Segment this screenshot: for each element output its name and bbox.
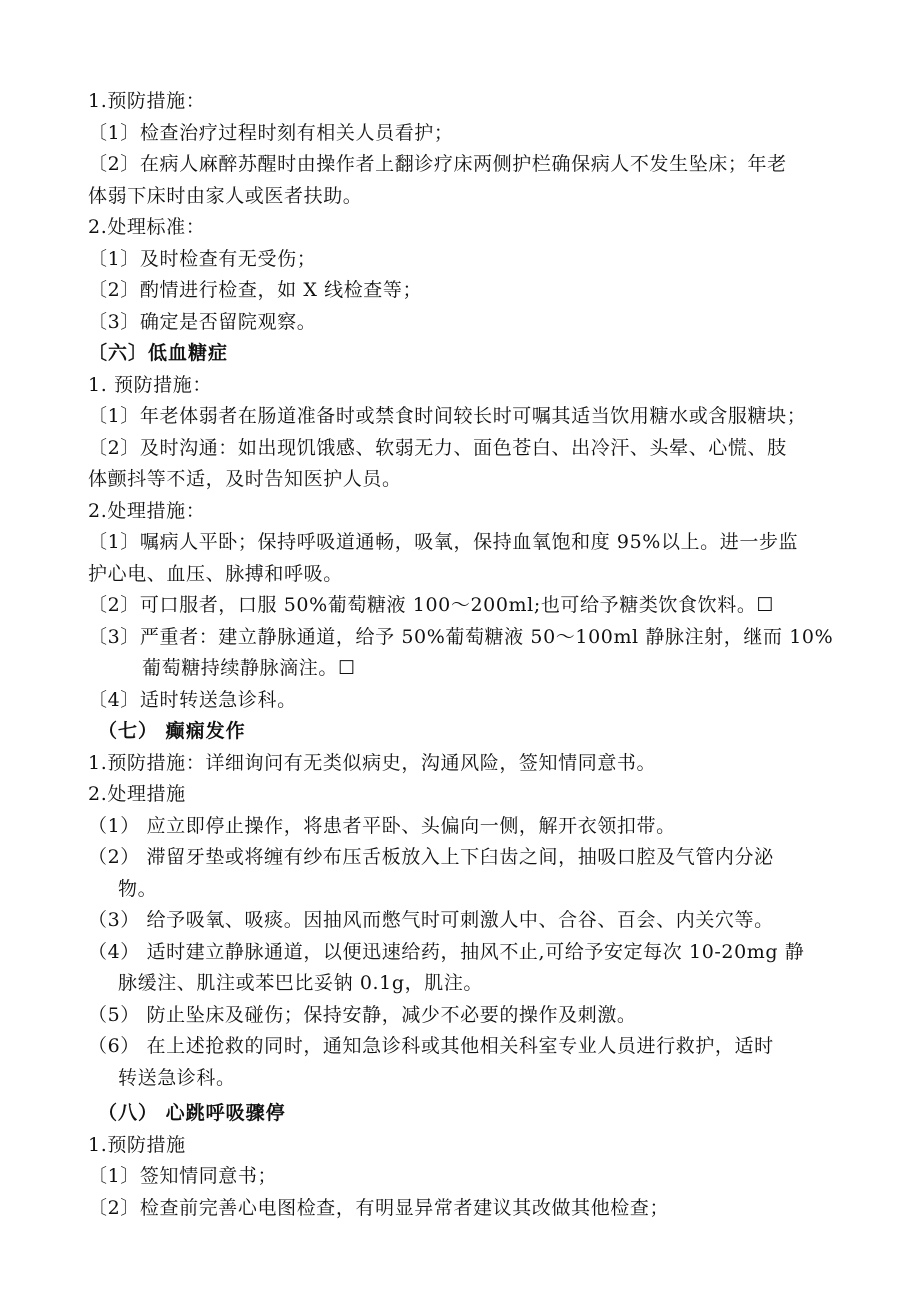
text-line: 〔1〕嘱病人平卧；保持呼吸道通畅，吸氧，保持血氧饱和度 95%以上。进一步监 <box>88 531 799 553</box>
text-line: 物。 <box>118 877 158 900</box>
text-line: 〔1〕及时检查有无受伤； <box>88 247 317 270</box>
text-line: （3） 给予吸氧、吸痰。因抽风而憋气时可刺激人中、合谷、百会、内关穴等。 <box>88 909 774 931</box>
text-line: 〔1〕签知情同意书； <box>88 1165 278 1187</box>
text-line: 护心电、血压、脉搏和呼吸。 <box>88 562 343 585</box>
text-line: 2.处理措施： <box>88 499 206 522</box>
text-line: 体弱下床时由家人或医者扶助。 <box>88 184 363 207</box>
text-line: 1. 预防措施： <box>88 373 212 396</box>
text-line: 1.预防措施： <box>88 90 206 112</box>
text-line: 〔1〕检查治疗过程时刻有相关人员看护； <box>88 121 454 144</box>
text-line: 1.预防措施：详细询问有无类似病史，沟通风险，签知情同意书。 <box>88 751 657 774</box>
text-line: （5） 防止坠床及碰伤；保持安静，减少不必要的操作及刺激。 <box>88 1003 637 1026</box>
text-line: 〔3〕确定是否留院观察。 <box>88 310 317 333</box>
text-line: （2） 滞留牙垫或将缠有纱布压舌板放入上下臼齿之间，抽吸口腔及气管内分泌 <box>88 846 774 868</box>
text-line: 〔4〕适时转送急诊科。 <box>88 688 297 711</box>
text-line: 2.处理标准： <box>88 216 206 238</box>
text-line: 1.预防措施 <box>88 1133 186 1156</box>
text-line: 转送急诊科。 <box>118 1066 236 1089</box>
text-line: 葡萄糖持续静脉滴注。☐ <box>142 657 356 679</box>
text-line: 〔2〕酌情进行检查，如 X 线检查等； <box>88 279 423 301</box>
text-line: 〔1〕年老体弱者在肠道准备时或禁食时间较长时可嘱其适当饮用糖水或含服糖块； <box>88 405 807 427</box>
text-line: （6） 在上述抢救的同时，通知急诊科或其他相关科室专业人员进行救护，适时 <box>88 1035 774 1057</box>
section-heading: （八） 心跳呼吸骤停 <box>98 1102 286 1124</box>
text-line: 〔2〕在病人麻醉苏醒时由操作者上翻诊疗床两侧护栏确保病人不发生坠床；年老 <box>88 153 787 175</box>
document-body <box>88 86 854 1224</box>
text-line: 〔2〕检查前完善心电图检查，有明显异常者建议其改做其他检查； <box>88 1196 670 1219</box>
text-line: 〔2〕可口服者，口服 50%葡萄糖液 100～200ml;也可给予糖类饮食饮料。☐ <box>88 594 775 616</box>
section-heading: （七） 癫痫发作 <box>98 720 246 742</box>
text-line: 体颤抖等不适，及时告知医护人员。 <box>88 468 402 490</box>
text-line: （4） 适时建立静脉通道，以便迅速给药，抽风不止,可给予安定每次 10-20mg 静 <box>88 940 805 963</box>
text-line: （1） 应立即停止操作，将患者平卧、头偏向一侧，解开衣领扣带。 <box>88 814 676 837</box>
text-line: 〔2〕及时沟通：如出现饥饿感、软弱无力、面色苍白、出冷汗、头晕、心慌、肢 <box>88 436 787 459</box>
text-line: 〔3〕严重者：建立静脉通道，给予 50%葡萄糖液 50～100ml 静脉注射，继而 10% <box>88 625 834 648</box>
section-heading: 〔六〕低血糖症 <box>88 342 229 364</box>
text-line: 脉缓注、肌注或苯巴比妥钠 0.1g，肌注。 <box>118 972 484 994</box>
text-line: 2.处理措施 <box>88 783 186 805</box>
